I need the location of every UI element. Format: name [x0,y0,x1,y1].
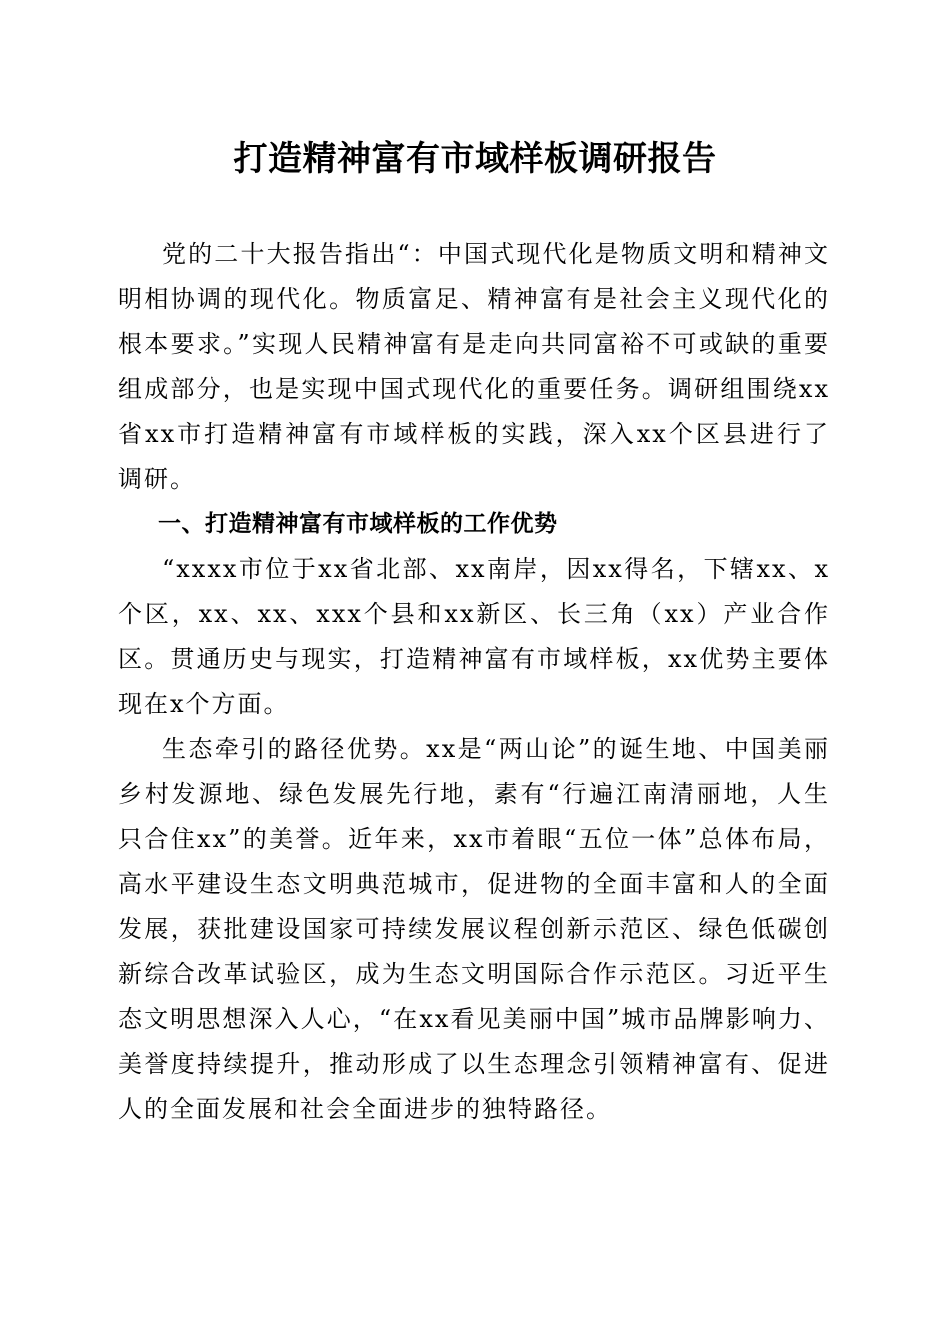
section-paragraph-ecology: 生态牵引的路径优势。xx是“两山论”的诞生地、中国美丽乡村发源地、绿色发展先行地，素有“行遍江南清丽地，人生只合住xx”的美誉。近年来，xx市着眼“五位一体”总体布局，高水平建设生态文明典范城市，促进物的全面丰富和人的全面发展，获批建设国家可持续发展议程创新示范区、绿色低碳创新综合改革试验区，成为生态文明国际合作示范区。习近平生态文明思想深入人心，“在xx看见美丽中国”城市品牌影响力、美誉度持续提升，推动形成了以生态理念引领精神富有、促进人的全面发展和社会全面进步的独特路径。 [118,735,830,1123]
section-heading: 一、打造精神富有市域样板的工作优势 [158,511,558,537]
document-title: 打造精神富有市域样板调研报告 [233,139,717,179]
document-body [118,232,830,1132]
section-paragraph-location: “xxxx市位于xx省北部、xx南岸，因xx得名，下辖xx、x个区，xx、xx、xxx个县和xx新区、长三角（xx）产业合作区。贯通历史与现实，打造精神富有市域样板，xx优势主要体现在x个方面。 [118,555,830,718]
intro-paragraph: 党的二十大报告指出“：中国式现代化是物质文明和精神文明相协调的现代化。物质富足、精神富有是社会主义现代化的根本要求。”实现人民精神富有是走向共同富裕不可或缺的重要组成部分，也是实现中国式现代化的重要任务。调研组围绕xx省xx市打造精神富有市域样板的实践，深入xx个区县进行了调研。 [118,240,830,493]
